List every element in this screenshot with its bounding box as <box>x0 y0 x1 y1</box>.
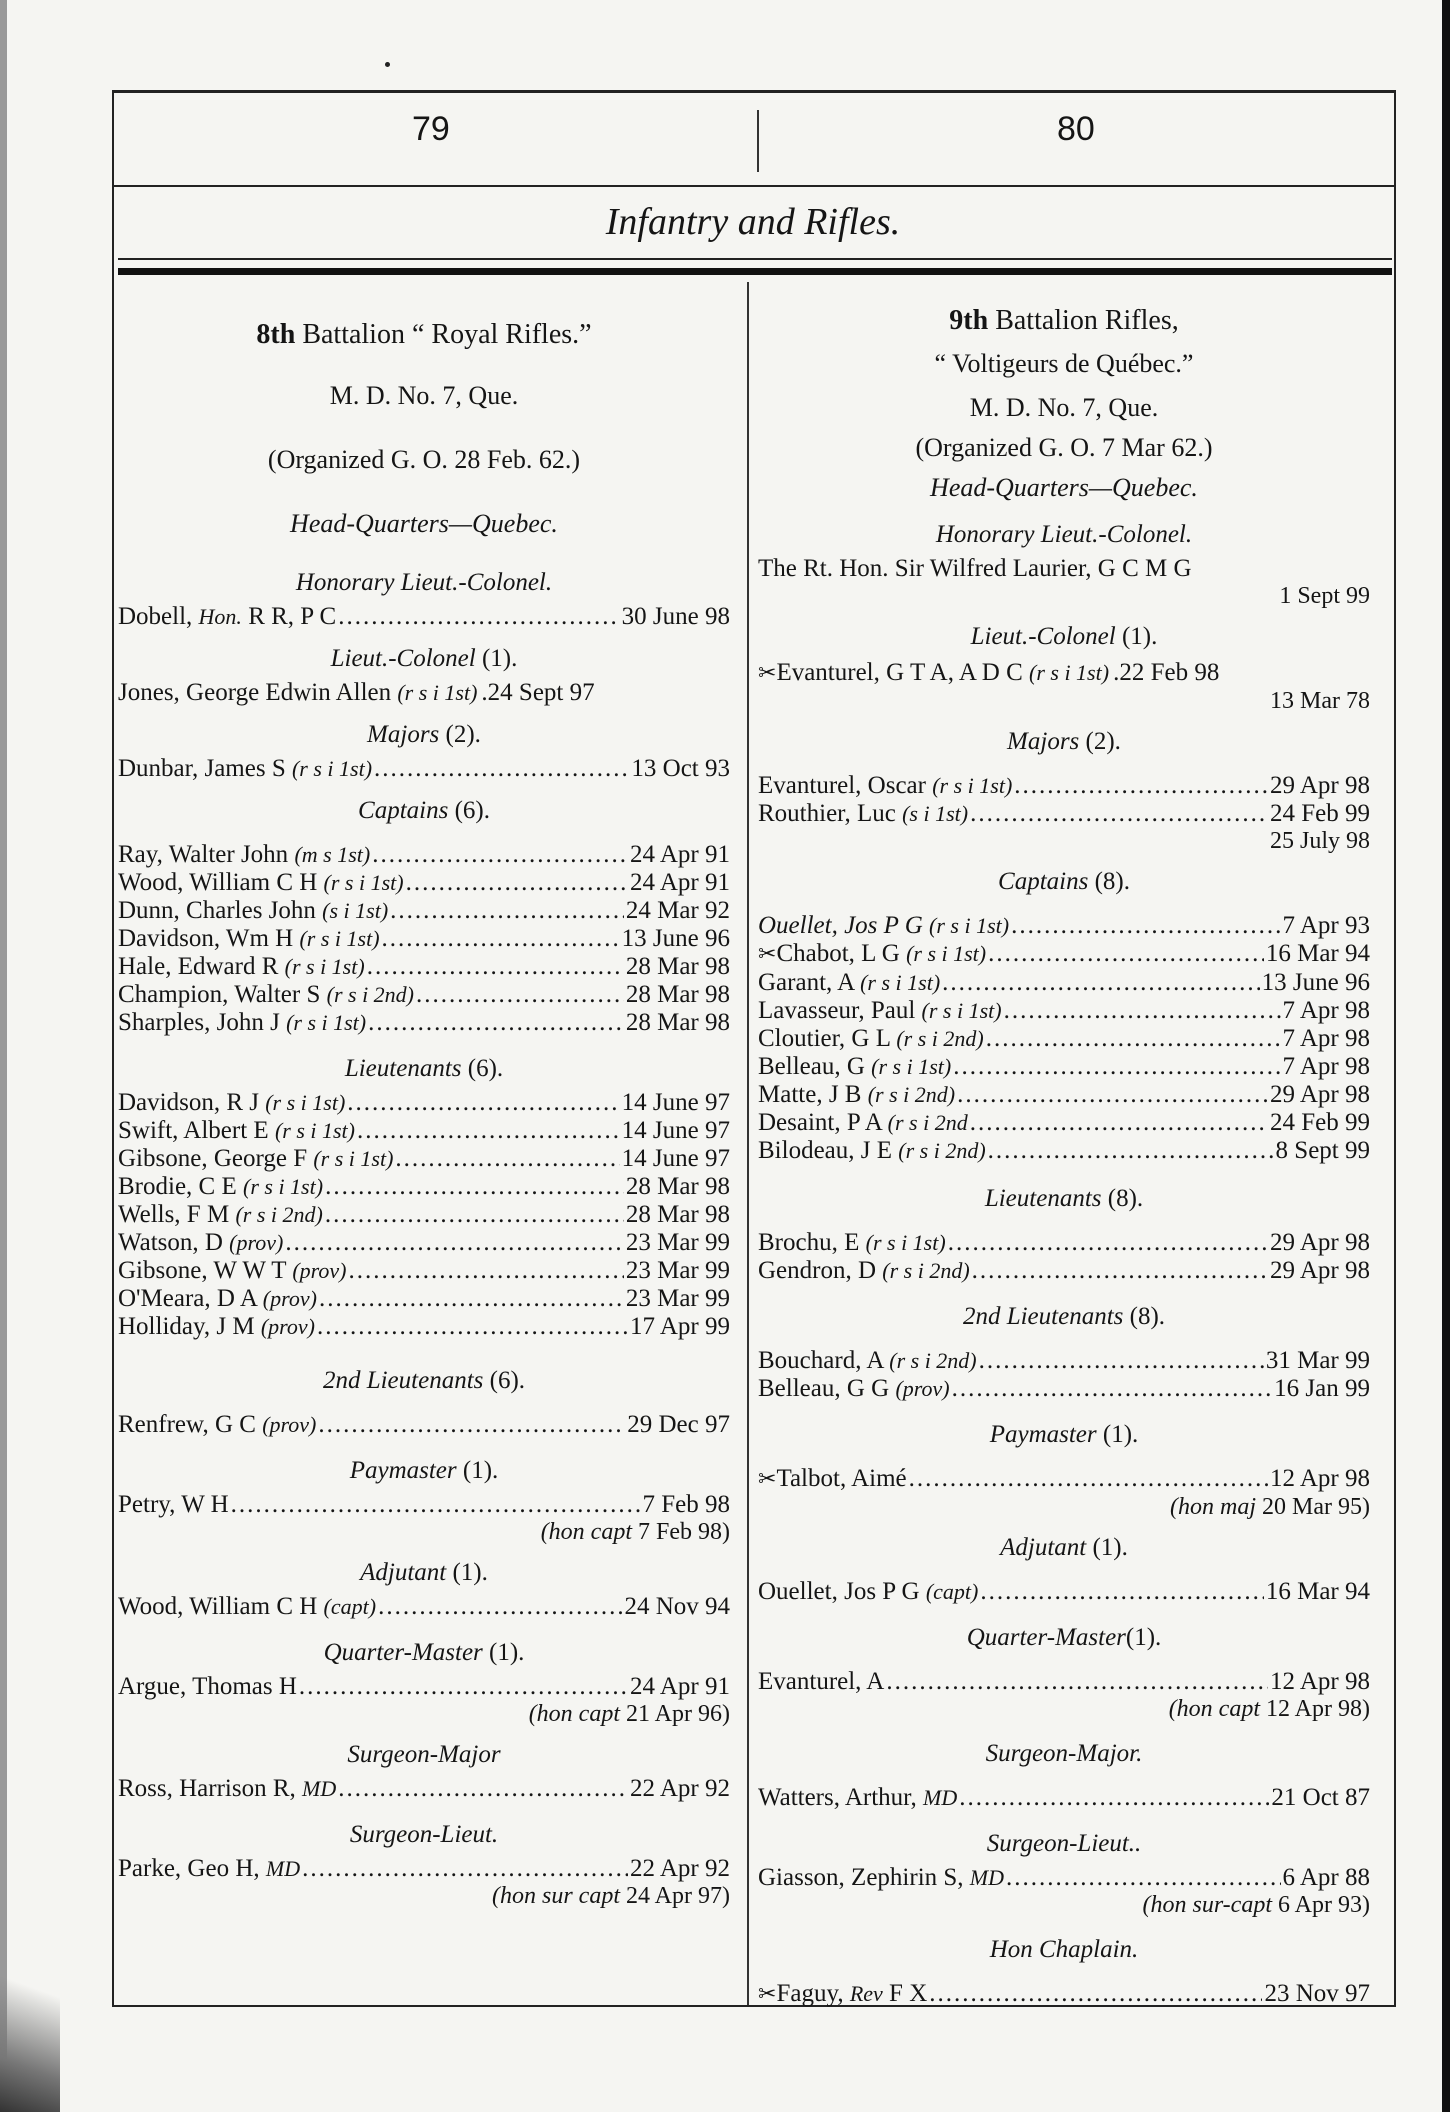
caption-adjutant: Adjutant (1). <box>1000 1534 1128 1561</box>
scissors-icon: ✂ <box>758 1467 777 1492</box>
honorary-rank-note: (hon capt 12 Apr 98) <box>1168 1696 1370 1722</box>
caption-2nd-lieutenants: 2nd Lieutenants (8). <box>962 1303 1166 1330</box>
battalion-heading: 9th Battalion Rifles, <box>949 305 1179 336</box>
organized-note: (Organized G. O. 28 Feb. 62.) <box>267 445 581 474</box>
appointment-date: 1 Sept 99 <box>1279 583 1370 609</box>
officer-entry: Garant, A (r s i 1st) ..... 13 June 96 <box>758 969 1370 997</box>
officer-entry: Gendron, D (r s i 2nd) ..... 29 Apr 98 <box>758 1257 1370 1285</box>
officer-entry: Evanturel, A ..... 12 Apr 98 <box>758 1668 1370 1696</box>
officer-entry: Bilodeau, J E (r s i 2nd) ..... 8 Sept 99 <box>758 1137 1370 1165</box>
caption-honorary-lt-col: Honorary Lieut.-Colonel. <box>295 569 553 596</box>
officer-entry: Ouellet, Jos P G (capt) ..... 16 Mar 94 <box>758 1578 1370 1606</box>
left-column-8th-battalion <box>118 295 730 1909</box>
caption-majors: Majors (2). <box>367 721 481 748</box>
officer-entry: Watters, Arthur, MD ..... 21 Oct 87 <box>758 1784 1370 1812</box>
officer-entry: Brochu, E (r s i 1st) ..... 29 Apr 98 <box>758 1229 1370 1257</box>
battalion-heading: 8th Battalion “ Royal Rifles.” <box>256 319 592 350</box>
appointment-date: 13 Mar 78 <box>1270 688 1370 714</box>
scissors-icon: ✂ <box>758 661 777 686</box>
officer-entry: Swift, Albert E (r s i 1st) ..... 14 June 97 <box>118 1117 730 1145</box>
right-column-9th-battalion <box>758 295 1370 2009</box>
caption-adjutant: Adjutant (1). <box>360 1559 488 1586</box>
caption-honorary-lt-col: Honorary Lieut.-Colonel. <box>935 521 1193 548</box>
caption-captains: Captains (8). <box>998 868 1130 895</box>
officer-entry: Jones, George Edwin Allen (r s i 1st) .24 Sept 97 <box>118 679 595 706</box>
officer-entry: Dunn, Charles John (s i 1st) ..... 24 Mar 92 <box>118 897 730 925</box>
section-title: Infantry and Rifles. <box>605 201 901 243</box>
organized-note: (Organized G. O. 7 Mar 62.) <box>915 433 1213 462</box>
caption-surgeon-major: Surgeon-Major <box>347 1741 501 1768</box>
officer-entry: Belleau, G G (prov) ..... 16 Jan 99 <box>758 1375 1370 1403</box>
officer-entry: ✂Faguy, Rev F X ..... 23 Nov 97 <box>758 1980 1370 2009</box>
officer-entry: ✂Talbot, Aimé ..... 12 Apr 98 <box>758 1465 1370 1494</box>
battalion-heading-line2: “ Voltigeurs de Québec.” <box>934 349 1194 378</box>
officer-entry: Wood, William C H (r s i 1st) ..... 24 Apr 91 <box>118 869 730 897</box>
officer-entry: Matte, J B (r s i 2nd) ..... 29 Apr 98 <box>758 1081 1370 1109</box>
officer-entry: Belleau, G (r s i 1st) ..... 7 Apr 98 <box>758 1053 1370 1081</box>
page-number-row <box>112 110 1394 172</box>
caption-lt-col: Lieut.-Colonel (1). <box>970 623 1158 650</box>
page-number-divider <box>757 110 759 172</box>
caption-lieutenants: Lieutenants (6). <box>344 1055 504 1082</box>
officer-entry: The Rt. Hon. Sir Wilfred Laurier, G C M G <box>758 555 1192 582</box>
officer-entry: Gibsone, George F (r s i 1st) ..... 14 June 97 <box>118 1145 730 1173</box>
officer-entry: Petry, W H ..... 7 Feb 98 <box>118 1491 730 1519</box>
officer-entry: Davidson, R J (r s i 1st) ..... 14 June 97 <box>118 1089 730 1117</box>
caption-captains: Captains (6). <box>358 797 490 824</box>
honorary-rank-note: (hon sur capt 24 Apr 97) <box>492 1883 730 1909</box>
officer-entry: Hale, Edward R (r s i 1st) ..... 28 Mar 98 <box>118 953 730 981</box>
caption-hon-chaplain: Hon Chaplain. <box>989 1936 1139 1963</box>
header-rule <box>112 185 1394 187</box>
headquarters: Head-Quarters—Quebec. <box>930 473 1198 502</box>
officer-entry: Ray, Walter John (m s 1st) ..... 24 Apr 91 <box>118 841 730 869</box>
officer-entry: Renfrew, G C (prov) ..... 29 Dec 97 <box>118 1411 730 1439</box>
caption-majors: Majors (2). <box>1007 728 1121 755</box>
officer-entry: Bouchard, A (r s i 2nd) ..... 31 Mar 99 <box>758 1347 1370 1375</box>
caption-surgeon-lieut: Surgeon-Lieut. <box>349 1821 499 1848</box>
title-rule-thin <box>118 258 1392 260</box>
honorary-rank-note: (hon sur-capt 6 Apr 93) <box>1142 1892 1370 1918</box>
scissors-icon: ✂ <box>758 942 777 967</box>
honorary-rank-note: (hon maj 20 Mar 95) <box>1170 1494 1370 1520</box>
officer-entry: Lavasseur, Paul (r s i 1st) ..... 7 Apr 98 <box>758 997 1370 1025</box>
caption-surgeon-lieut: Surgeon-Lieut.. <box>986 1830 1142 1857</box>
officer-entry: Champion, Walter S (r s i 2nd) ..... 28 Mar 98 <box>118 981 730 1009</box>
ink-speck <box>385 62 390 67</box>
officer-entry: Routhier, Luc (s i 1st) ..... 24 Feb 99 <box>758 800 1370 828</box>
officer-entry: Davidson, Wm H (r s i 1st) ..... 13 June 96 <box>118 925 730 953</box>
caption-quarter-master: Quarter-Master (1). <box>323 1639 525 1666</box>
military-district: M. D. No. 7, Que. <box>969 393 1159 422</box>
caption-paymaster: Paymaster (1). <box>349 1457 499 1484</box>
top-rule <box>112 90 1394 93</box>
page-edge-right <box>1442 0 1450 2112</box>
officer-entry: Evanturel, Oscar (r s i 1st) ..... 29 Apr 98 <box>758 772 1370 800</box>
officer-entry: Dobell, Hon. R R, P C ..... 30 June 98 <box>118 603 730 631</box>
page-edge-shadow <box>0 0 7 2112</box>
column-divider <box>747 282 749 2005</box>
caption-lt-col: Lieut.-Colonel (1). <box>330 645 518 672</box>
page-number-right: 80 <box>1057 110 1095 148</box>
page-number-left: 79 <box>412 110 450 148</box>
headquarters: Head-Quarters—Quebec. <box>290 509 558 538</box>
officer-entry: Brodie, C E (r s i 1st) ..... 28 Mar 98 <box>118 1173 730 1201</box>
officer-entry: Gibsone, W W T (prov) ..... 23 Mar 99 <box>118 1257 730 1285</box>
caption-lieutenants: Lieutenants (8). <box>984 1185 1144 1212</box>
officer-entry: Parke, Geo H, MD ..... 22 Apr 92 <box>118 1855 730 1883</box>
scissors-icon: ✂ <box>758 1982 777 2007</box>
corner-smudge <box>0 1952 60 2112</box>
military-district: M. D. No. 7, Que. <box>329 381 519 410</box>
officer-entry: Desaint, P A (r s i 2nd ..... 24 Feb 99 <box>758 1109 1370 1137</box>
caption-surgeon-major: Surgeon-Major. <box>985 1740 1143 1767</box>
officer-entry: Ouellet, Jos P G (r s i 1st) ..... 7 Apr 93 <box>758 912 1370 940</box>
appointment-date: 25 July 98 <box>1269 828 1370 854</box>
caption-paymaster: Paymaster (1). <box>989 1421 1139 1448</box>
honorary-rank-note: (hon capt 7 Feb 98) <box>540 1519 730 1545</box>
officer-entry: O'Meara, D A (prov) ..... 23 Mar 99 <box>118 1285 730 1313</box>
caption-2nd-lieutenants: 2nd Lieutenants (6). <box>322 1367 526 1394</box>
officer-entry: Ross, Harrison R, MD ..... 22 Apr 92 <box>118 1775 730 1803</box>
officer-entry: Wells, F M (r s i 2nd) ..... 28 Mar 98 <box>118 1201 730 1229</box>
officer-entry: ✂Chabot, L G (r s i 1st) ..... 16 Mar 94 <box>758 940 1370 969</box>
title-rule-thick <box>118 268 1392 275</box>
honorary-rank-note: (hon capt 21 Apr 96) <box>528 1701 730 1727</box>
officer-entry: Wood, William C H (capt) ..... 24 Nov 94 <box>118 1593 730 1621</box>
officer-entry: Giasson, Zephirin S, MD ..... 6 Apr 88 <box>758 1864 1370 1892</box>
officer-entry: Argue, Thomas H ..... 24 Apr 91 <box>118 1673 730 1701</box>
officer-entry: Sharples, John J (r s i 1st) ..... 28 Mar 98 <box>118 1009 730 1037</box>
caption-quarter-master: Quarter-Master(1). <box>966 1624 1162 1651</box>
officer-entry: Watson, D (prov) ..... 23 Mar 99 <box>118 1229 730 1257</box>
officer-entry: Cloutier, G L (r s i 2nd) ..... 7 Apr 98 <box>758 1025 1370 1053</box>
officer-entry: Dunbar, James S (r s i 1st) ..... 13 Oct 93 <box>118 755 730 783</box>
officer-entry: ✂Evanturel, G T A, A D C (r s i 1st) .22 Feb 98 <box>758 659 1220 686</box>
officer-entry: Holliday, J M (prov) ..... 17 Apr 99 <box>118 1313 730 1341</box>
